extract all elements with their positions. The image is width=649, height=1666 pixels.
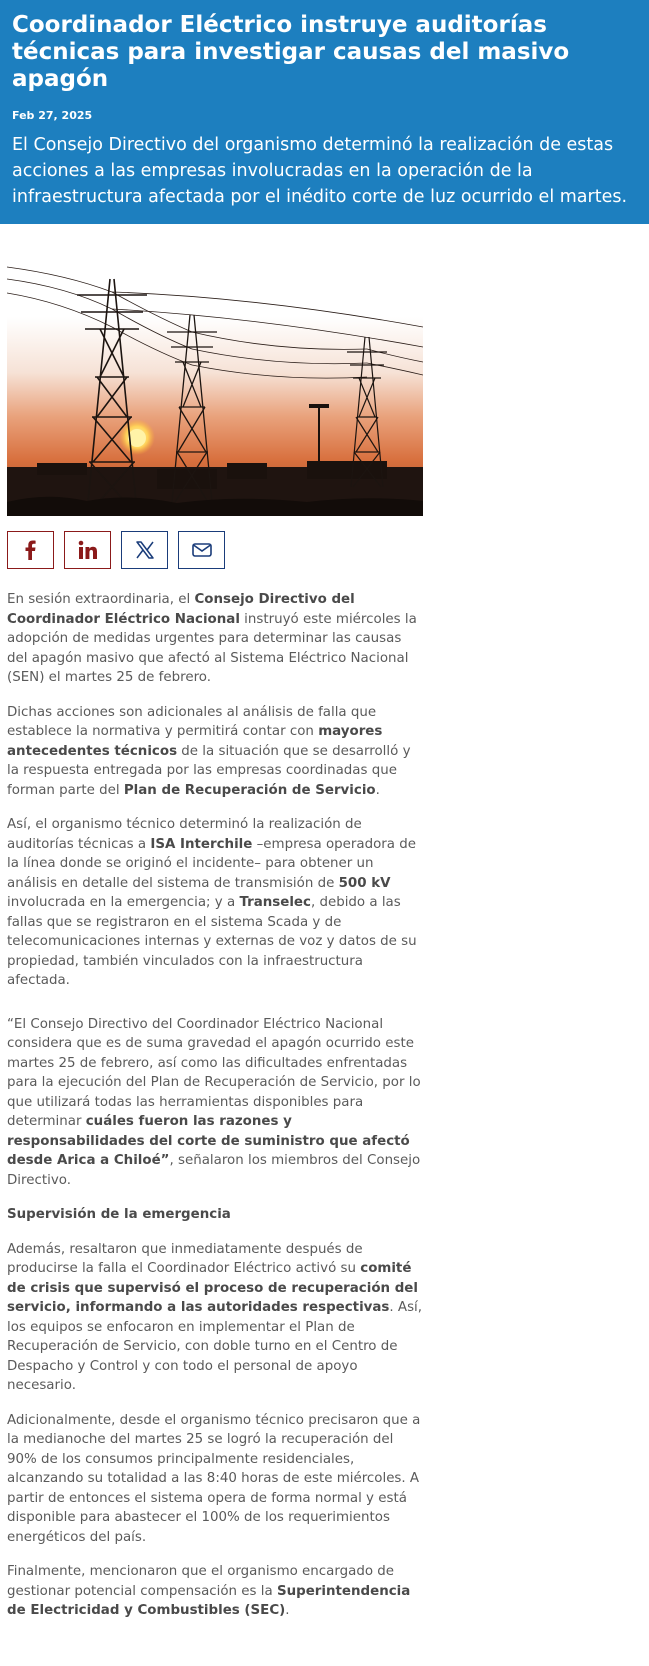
article-header [0, 0, 649, 224]
paragraph-1: En sesión extraordinaria, el Consejo Directivo del Coordinador Eléctrico Nacional instruyó este miércoles la adopción de medidas urgentes para determinar las causas del apagón masivo que afectó al Sistema Eléctrico Nacional (SEN) el martes 25 de febrero. [7, 592, 417, 685]
article-title: Coordinador Eléctrico instruye auditorías técnicas para investigar causas del masivo apagón [12, 12, 570, 92]
linkedin-icon [78, 540, 98, 560]
section-subheading: Supervisión de la emergencia [7, 1207, 231, 1222]
paragraph-3: Así, el organismo técnico determinó la realización de auditorías técnicas a ISA Interchile –empresa operadora de la línea donde se originó el incidente– para obtener un análisis en detalle del sistema de transmisión de 500 kV involucrada en la emergencia; y a Transelec, debido a las fallas que se registraron en el sistema Scada y de telecomunicaciones internas y externas de voz y datos de su propiedad, también vinculados con la infraestructura afectada. [7, 817, 417, 988]
article-lead: El Consejo Directivo del organismo determinó la realización de estas acciones a las empresas involucradas en la operación de la infraestructura afectada por el inédito corte de luz ocurrido el martes. [12, 135, 628, 207]
paragraph-5: Además, resaltaron que inmediatamente después de producirse la falla el Coordinador Eléctrico activó su comité de crisis que supervisó el proceso de recuperación del servicio, informando a las autoridades respectivas. Así, los equipos se enfocaron en implementar el Plan de Recuperación de Servicio, con doble turno en el Centro de Despacho y Control y con todo el personal de apoyo necesario. [7, 1241, 423, 1393]
share-email-button[interactable] [178, 531, 225, 569]
email-icon [191, 541, 213, 559]
facebook-icon [22, 540, 40, 560]
paragraph-6: Adicionalmente, desde el organismo técnico precisaron que a la medianoche del martes 25 se logró la recuperación del 90% de los consumos principalmente residenciales, alcanzando su totalidad a las 8:40 horas de este miércoles. A partir de entonces el sistema opera de forma normal y está disponible para abastecer el 100% de los requerimientos energéticos del país. [7, 1412, 421, 1545]
paragraph-7: Finalmente, mencionaron que el organismo encargado de gestionar potencial compensación es la Superintendencia de Electricidad y Combustibles (SEC). [7, 1564, 411, 1618]
share-linkedin-button[interactable] [64, 531, 111, 569]
share-bar [7, 531, 423, 571]
quote-paragraph: “El Consejo Directivo del Coordinador Eléctrico Nacional considera que es de suma gravedad el apagón ocurrido este martes 25 de febrero, así como las dificultades enfrentadas para la ejecución del Plan de Recuperación de Servicio, por lo que utilizará todas las herramientas disponibles para determinar cuáles fueron las razones y responsabilidades del corte de suministro que afectó desde Arica a Chiloé”, señalaron los miembros del Consejo Directivo. [7, 1016, 421, 1188]
paragraph-2: Dichas acciones son adicionales al análisis de falla que establece la normativa y permitirá contar con mayores antecedentes técnicos de la situación que se desarrolló y la respuesta entregada por las empresas coordinadas que forman parte del Plan de Recuperación de Servicio. [7, 704, 411, 798]
article-body [7, 590, 423, 1621]
share-x-button[interactable] [121, 531, 168, 569]
x-icon [135, 540, 155, 560]
publish-date: Feb 27, 2025 [12, 109, 93, 122]
article-content [0, 257, 423, 1621]
hero-image [7, 257, 423, 516]
share-facebook-button[interactable] [7, 531, 54, 569]
